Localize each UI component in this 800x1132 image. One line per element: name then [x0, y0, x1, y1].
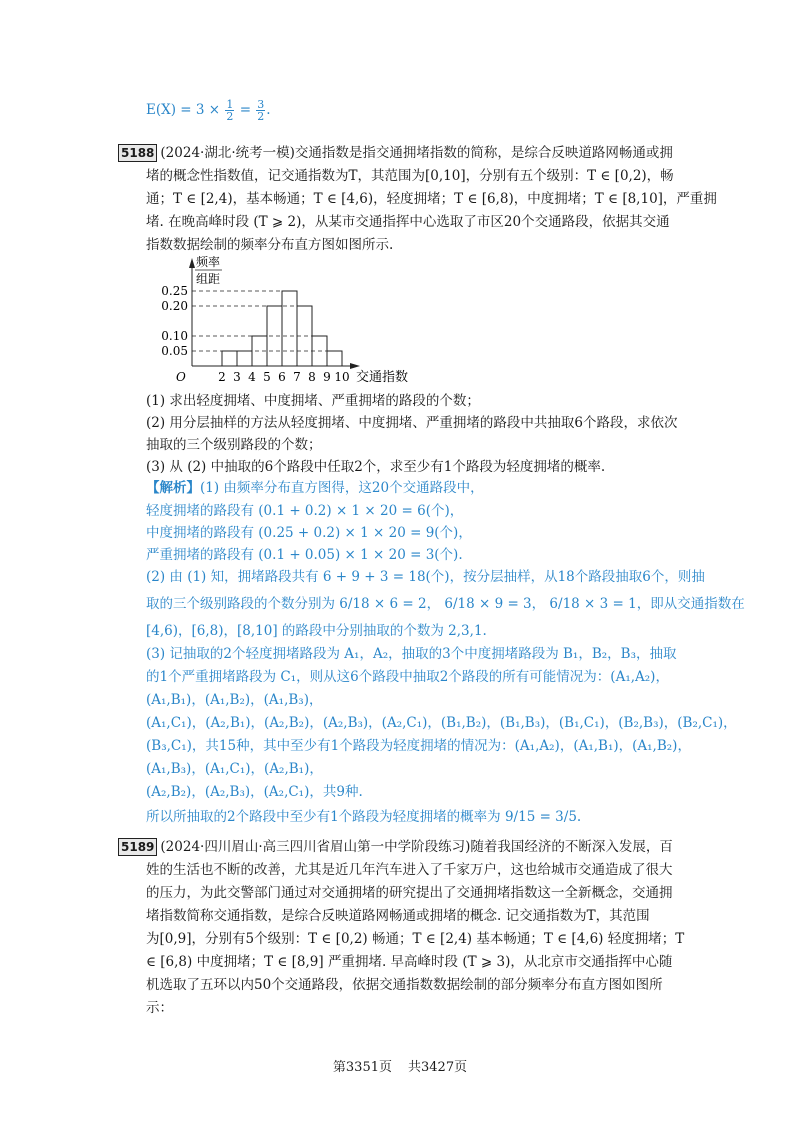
- x-tick-label: 6: [278, 370, 286, 384]
- x-axis-label: 交通指数: [356, 370, 409, 385]
- problem-text: 堵的概念性指数值，记交通指数为T，其范围为[0,10]，分别有五个级别：T ∈ [0,2)，畅: [146, 168, 674, 184]
- x-tick-label: 4: [248, 370, 256, 384]
- x-tick-label: 10: [334, 370, 350, 384]
- histogram-bar: [327, 351, 342, 366]
- problem-5188-line-1: [118, 142, 673, 164]
- problem-text: 为[0,9]，分别有5个级别：T ∈ [0,2) 畅通；T ∈ [2,4) 基本畅通；T ∈ [4,6) 轻度拥堵；T: [146, 931, 685, 947]
- period: .: [266, 102, 271, 118]
- solution-text: (A₂,B₂)，(A₂,B₃)，(A₂,C₁)，共9种.: [146, 784, 363, 800]
- origin-label: O: [176, 370, 186, 384]
- solution-text: (B₃,C₁)，共15种，其中至少有1个路段为轻度拥堵的情况为：(A₁,A₂)，(A₁,B₁)，(A₁,B₂)，: [146, 738, 691, 754]
- solution-text: (2) 由 (1) 知，拥堵路段共有 6 + 9 + 3 = 18(个)，按分层抽样，从18个路段抽取6个，则抽: [146, 569, 705, 585]
- question-text: (2) 用分层抽样的方法从轻度拥堵、中度拥堵、严重拥堵的路段中共抽取6个路段，求依次: [146, 415, 678, 431]
- x-tick-label: 7: [293, 370, 301, 384]
- solution-label: 【解析】: [146, 480, 200, 496]
- x-axis-arrow: [350, 363, 360, 369]
- x-tick-label: 3: [233, 370, 241, 384]
- y-axis-label-denominator: 组距: [196, 272, 221, 286]
- histogram-bar: [222, 351, 237, 366]
- solution-text: (1) 由频率分布直方图得，这20个交通路段中，: [200, 480, 484, 496]
- y-axis-label-numerator: 频率: [196, 256, 221, 269]
- page-total: 共3427页: [408, 1060, 468, 1075]
- y-tick-label: 0.10: [161, 329, 188, 343]
- problem-text: 机选取了五环以内50个交通路段，依据交通指数数据绘制的部分频率分布直方图如图所: [146, 977, 663, 993]
- problem-text: 堵指数简称交通指数，是综合反映道路网畅通或拥堵的概念. 记交通指数为T，其范围: [146, 908, 650, 924]
- question-text: (3) 从 (2) 中抽取的6个路段中任取2个，求至少有1个路段为轻度拥堵的概率.: [146, 459, 606, 475]
- solution-text: 取的三个级别路段的个数分别为 6/18 × 6 = 2， 6/18 × 9 = 3， 6/18 × 3 = 1，即从交通指数在: [146, 596, 745, 612]
- problem-5189-line-1: [118, 836, 673, 858]
- solution-text: (A₁,B₁)，(A₁,B₂)，(A₁,B₃)，: [146, 692, 323, 708]
- problem-text: 示：: [146, 1000, 173, 1016]
- problem-number-badge: 5189: [118, 838, 157, 856]
- solution-text: (3) 记抽取的2个轻度拥堵路段为 A₁，A₂，抽取的3个中度拥堵路段为 B₁，B₂，B₃，抽取: [146, 646, 677, 662]
- problem-text: (2024·湖北·统考一模)交通指数是指交通拥堵指数的简称，是综合反映道路网畅通或拥: [160, 145, 673, 161]
- fraction: $\frac{3}{2}$: [257, 98, 265, 123]
- question-text: (1) 求出轻度拥堵、中度拥堵、严重拥堵的路段的个数；: [146, 393, 480, 409]
- solution-text: 的1个严重拥堵路段为 C₁，则从这6个路段中抽取2个路段的所有可能情况为：(A₁,A₂)，: [146, 669, 669, 685]
- histogram-bar: [237, 351, 252, 366]
- problem-text: 指数数据绘制的频率分布直方图如图所示.: [146, 237, 394, 253]
- page-number: 第3351页: [332, 1060, 392, 1075]
- equals: =: [239, 102, 251, 118]
- problem-text: 通；T ∈ [2,4)，基本畅通；T ∈ [4,6)，轻度拥堵；T ∈ [6,8)，中度拥堵；T ∈ [8,10]，严重拥: [146, 191, 717, 207]
- x-tick-label: 9: [323, 370, 331, 384]
- x-tick-label: 5: [263, 370, 271, 384]
- solution-text: 中度拥堵的路段有 (0.25 + 0.2) × 1 × 20 = 9(个)，: [146, 525, 472, 541]
- histogram-bar: [282, 291, 297, 366]
- solution-line: [146, 477, 484, 499]
- problem-text: 姓的生活也不断的改善，尤其是近几年汽车进入了千家万户，这也给城市交通造成了很大: [146, 862, 673, 878]
- question-text: 抽取的三个级别路段的个数；: [146, 437, 322, 453]
- problem-text: ∈ [6,8) 中度拥堵；T ∈ [8,9] 严重拥堵. 早高峰时段 (T ⩾ 3)，从北京市交通指挥中心随: [146, 954, 673, 970]
- x-tick-label: 2: [218, 370, 226, 384]
- problem-text: 的压力，为此交警部门通过对交通拥堵的研究提出了交通拥堵指数这一全新概念，交通拥: [146, 885, 673, 901]
- top-formula: [146, 99, 271, 122]
- formula-text: E(X) = 3 ×: [146, 102, 221, 118]
- y-tick-label: 0.20: [161, 299, 188, 313]
- solution-text: 所以所抽取的2个路段中至少有1个路段为轻度拥堵的概率为 9/15 = 3/5.: [146, 809, 582, 825]
- fraction: $\frac{1}{2}$: [226, 98, 234, 123]
- solution-text: 严重拥堵的路段有 (0.1 + 0.05) × 1 × 20 = 3(个).: [146, 547, 463, 563]
- page-footer: [0, 1056, 800, 1075]
- y-axis-arrow: [189, 258, 195, 268]
- problem-text: (2024·四川眉山·高三四川省眉山第一中学阶段练习)随着我国经济的不断深入发展，百: [160, 839, 673, 855]
- x-tick-label: 8: [308, 370, 316, 384]
- solution-text: 轻度拥堵的路段有 (0.1 + 0.2) × 1 × 20 = 6(个)，: [146, 503, 464, 519]
- solution-text: (A₁,C₁)，(A₂,B₁)，(A₂,B₂)，(A₂,B₃)，(A₂,C₁)，(B₁,B₂)，(B₁,B₃)，(B₁,C₁)，(B₂,B₃)，(B₂,C₁)，: [146, 715, 737, 731]
- frequency-histogram: [150, 256, 410, 386]
- solution-text: (A₁,B₃)，(A₁,C₁)，(A₂,B₁)，: [146, 761, 323, 777]
- problem-number-badge: 5188: [118, 144, 157, 162]
- y-tick-label: 0.05: [161, 344, 188, 358]
- y-tick-label: 0.25: [161, 284, 188, 298]
- solution-text: [4,6)，[6,8)，[8,10] 的路段中分别抽取的个数为 2,3,1.: [146, 623, 487, 639]
- problem-text: 堵. 在晚高峰时段 (T ⩾ 2)，从某市交通指挥中心选取了市区20个交通路段，依据其交通: [146, 214, 670, 230]
